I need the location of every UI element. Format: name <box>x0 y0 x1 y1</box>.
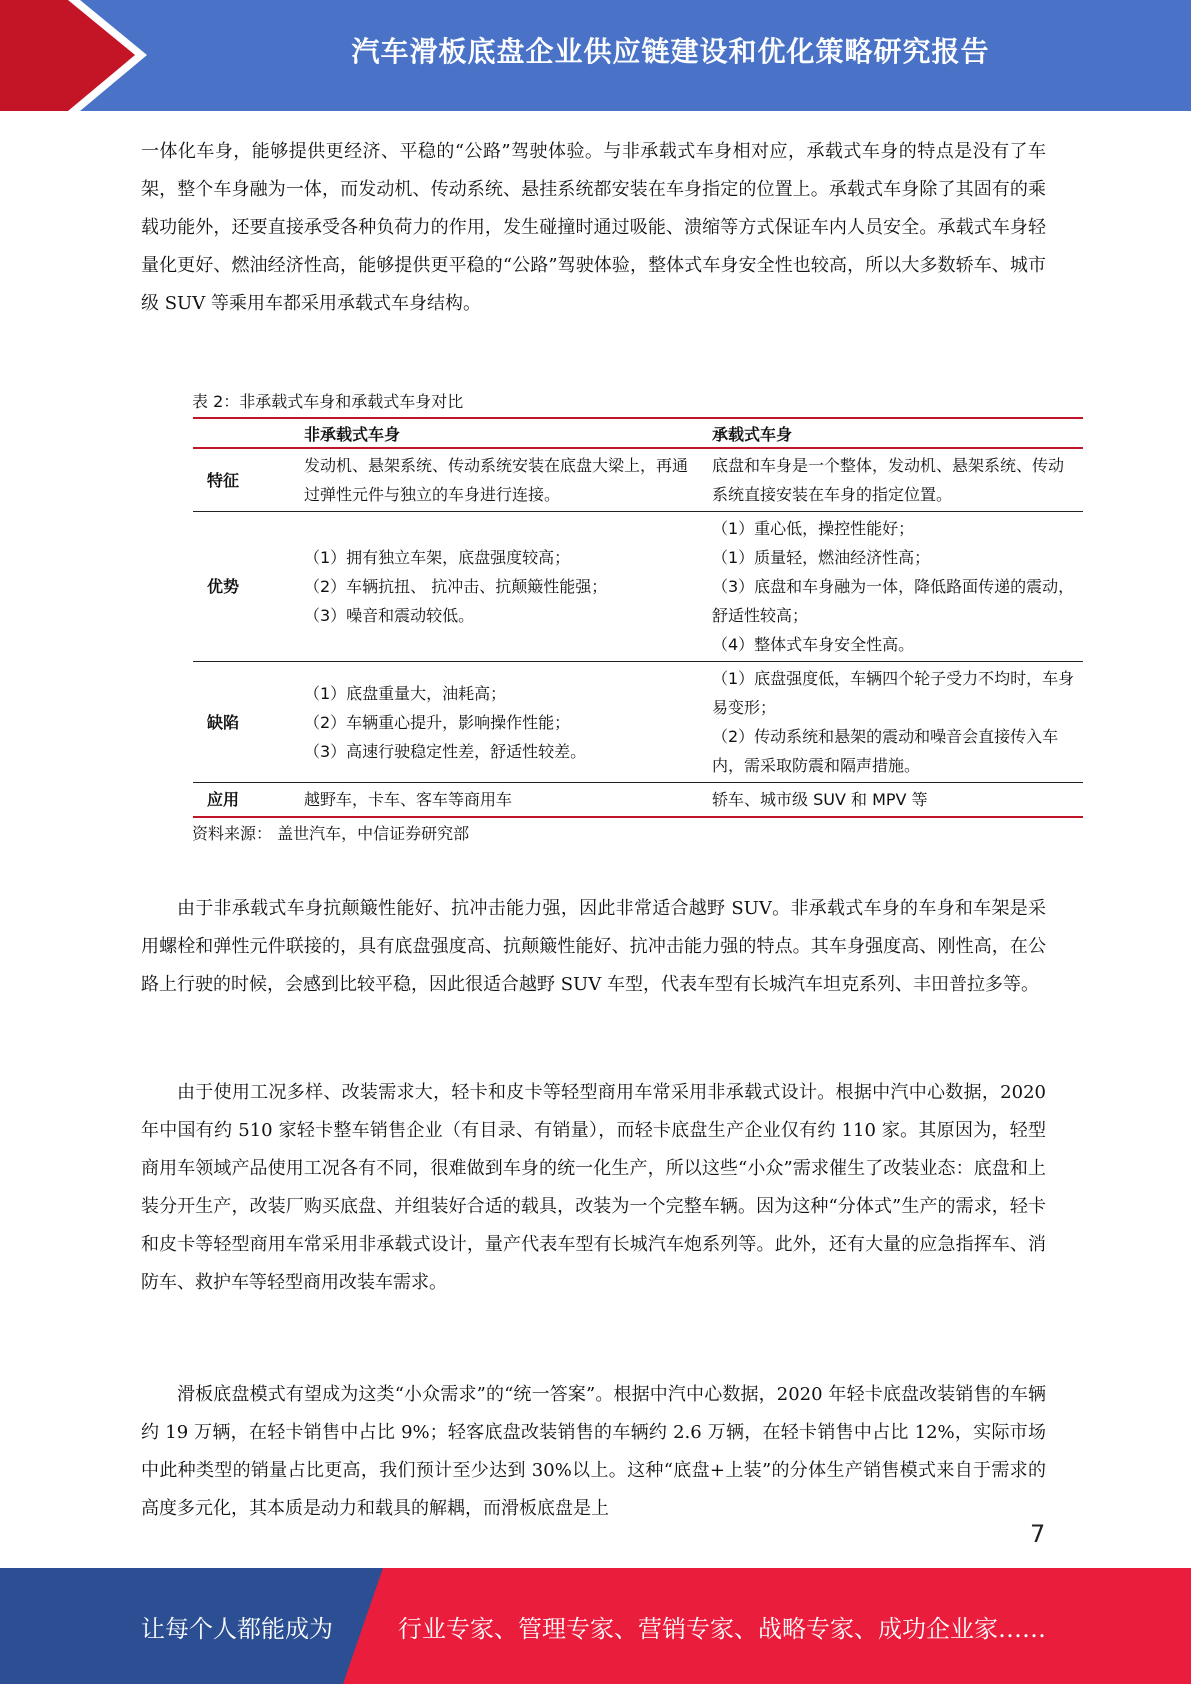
table-row <box>193 512 1083 662</box>
table-header-empty <box>193 418 298 448</box>
table-cell-col2 <box>706 662 1083 783</box>
table-cell-line: （3）高速行驶稳定性差，舒适性较差。 <box>304 741 587 761</box>
table-cell-col1 <box>298 662 706 783</box>
table-row <box>193 448 1083 512</box>
table-cell-col1 <box>298 783 706 818</box>
table-header-row <box>193 418 1083 448</box>
table-row-label: 特征 <box>193 448 298 512</box>
table-row <box>193 662 1083 783</box>
table-cell-col1 <box>298 448 706 512</box>
table-cell-col2 <box>706 448 1083 512</box>
header-arrow-decoration <box>0 0 190 111</box>
table-cell-line: （1）底盘重量大，油耗高； <box>304 683 507 703</box>
page-number: 7 <box>1030 1520 1046 1548</box>
table-row <box>193 783 1083 818</box>
table-cell-line: （1）拥有独立车架，底盘强度较高； <box>304 548 571 567</box>
table-caption: 表 2：非承载式车身和承载式车身对比 <box>192 392 464 411</box>
report-title: 汽车滑板底盘企业供应链建设和优化策略研究报告 <box>351 35 990 68</box>
table-cell-line: （3）噪音和震动较低。 <box>304 606 475 625</box>
table-cell-line: （2）车辆重心提升，影响操作性能； <box>304 712 571 732</box>
table-cell-line: 发动机、悬架系统、传动系统安装在底盘大梁上，再通过弹性元件与独立的车身进行连接。 <box>304 456 689 504</box>
footer-slogan-right: 行业专家、管理专家、营销专家、战略专家、成功企业家…… <box>398 1614 1046 1643</box>
table-source: 资料来源： 盖世汽车，中信证券研究部 <box>192 824 470 843</box>
body-paragraph-3: 由于使用工况多样、改装需求大，轻卡和皮卡等轻型商用车常采用非承载式设计。根据中汽中心数据，2020 年中国有约 510 家轻卡整车销售企业（有目录、有销量），而轻卡底盘生产企业仅有约 110 家。其原因为，轻型商用车领域产品使用工况各有不同，很难做到车身的统一化生产，所以这些“小众”需求催生了改装业态：底盘和上装分开生产，改装厂购买底盘、并组装好合适的载具，改装为一个完整车辆。因为这种“分体式”生产的需求，轻卡和皮卡等轻型商用车常采用非承载式设计，量产代表车型有长城汽车炮系列等。此外，还有大量的应急指挥车、消防车、救护车等轻型商用改装车需求。 <box>141 1082 1046 1293</box>
comparison-table <box>193 417 1083 818</box>
table-cell-line: （1）重心低，操控性能好； <box>712 519 915 538</box>
table-header-non-unibody: 非承载式车身 <box>298 418 706 448</box>
body-paragraph-1: 一体化车身，能够提供更经济、平稳的“公路”驾驶体验。与非承载式车身相对应，承载式车身的特点是没有了车架，整个车身融为一体，而发动机、传动系统、悬挂系统都安装在车身指定的位置上。承载式车身除了其固有的乘载功能外，还要直接承受各种负荷力的作用，发生碰撞时通过吸能、溃缩等方式保证车内人员安全。承载式车身轻量化更好、燃油经济性高，能够提供更平稳的“公路”驾驶体验，整体式车身安全性也较高，所以大多数轿车、城市级 SUV 等乘用车都采用承载式车身结构。 <box>141 141 1046 314</box>
table-row-label: 优势 <box>193 512 298 662</box>
table-cell-line: （2）传动系统和悬架的震动和噪音会直接传入车内，需采取防震和隔声措施。 <box>712 727 1059 775</box>
comparison-table-block <box>186 387 1083 846</box>
table-cell-col2 <box>706 783 1083 818</box>
footer-slogan-left: 让每个人都能成为 <box>141 1614 333 1643</box>
table-cell-line: （1）质量轻，燃油经济性高； <box>712 548 931 567</box>
table-cell-col2 <box>706 512 1083 662</box>
table-cell-line: （4）整体式车身安全性高。 <box>712 635 915 654</box>
table-row-label: 应用 <box>207 790 240 809</box>
body-paragraph-2: 由于非承载式车身抗颠簸性能好、抗冲击能力强，因此非常适合越野 SUV。非承载式车身的车身和车架是采用螺栓和弹性元件联接的，具有底盘强度高、抗颠簸性能好、抗冲击能力强的特点。其车身强度高、刚性高，在公路上行驶的时候，会感到比较平稳，因此很适合越野 SUV 车型，代表车型有长城汽车坦克系列、丰田普拉多等。 <box>141 898 1046 995</box>
page-header <box>0 0 1191 111</box>
table-cell-col1 <box>298 512 706 662</box>
table-cell-line: 轿车、城市级 SUV 和 MPV 等 <box>712 790 928 809</box>
table-header-unibody: 承载式车身 <box>706 418 1083 448</box>
table-cell-line: （2）车辆抗扭、 抗冲击、抗颠簸性能强； <box>304 577 608 596</box>
table-row-label: 缺陷 <box>193 662 298 783</box>
page-footer <box>0 1568 1191 1684</box>
table-cell-line: （3）底盘和车身融为一体，降低路面传递的震动，舒适性较高； <box>712 577 1075 625</box>
table-cell-line: 越野车，卡车、客车等商用车 <box>304 790 513 809</box>
body-paragraph-4: 滑板底盘模式有望成为这类“小众需求”的“统一答案”。根据中汽中心数据，2020 年轻卡底盘改装销售的车辆约 19 万辆，在轻卡销售中占比 9%；轻客底盘改装销售的车辆约 2.6 万辆，在轻卡销售中占比 12%，实际市场中此种类型的销量占比更高，我们预计至少达到 30%以上。这种“底盘+上装”的分体生产销售模式来自于需求的高度多元化，其本质是动力和载具的解耦，而滑板底盘是上 <box>141 1384 1046 1519</box>
table-cell-line: （1）底盘强度低，车辆四个轮子受力不均时，车身易变形； <box>712 669 1075 717</box>
table-cell-line: 底盘和车身是一个整体，发动机、悬架系统、传动系统直接安装在车身的指定位置。 <box>712 456 1065 504</box>
